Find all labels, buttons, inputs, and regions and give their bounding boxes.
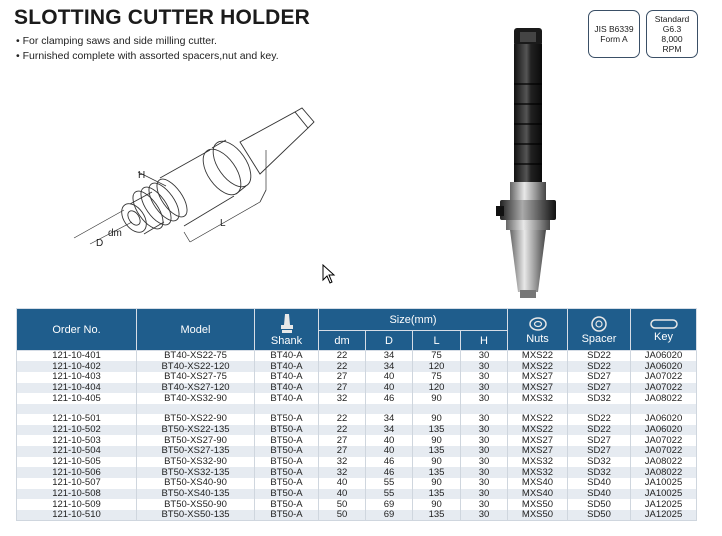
spacer-icon xyxy=(589,315,609,333)
cell-order-no: 121-10-505 xyxy=(17,457,137,468)
cell-model: BT40-XS22-120 xyxy=(137,361,255,372)
cell-nuts xyxy=(508,404,568,414)
dimension-label-d: D xyxy=(96,238,104,249)
header-d: D xyxy=(366,331,413,351)
cell-nuts: MXS27 xyxy=(508,383,568,394)
cell-order-no: 121-10-501 xyxy=(17,414,137,425)
cell-key: JA08022 xyxy=(631,457,697,468)
cell-order-no: 121-10-503 xyxy=(17,435,137,446)
cell-order-no: 121-10-405 xyxy=(17,393,137,404)
cell-dm: 32 xyxy=(319,467,366,478)
cell-key: JA07022 xyxy=(631,372,697,383)
cell-shank: BT40-A xyxy=(255,383,319,394)
cell-d: 55 xyxy=(366,478,413,489)
cell-nuts: MXS40 xyxy=(508,478,568,489)
cell-d: 46 xyxy=(366,457,413,468)
header-h: H xyxy=(461,331,508,351)
table-row xyxy=(17,489,697,500)
table-row xyxy=(17,446,697,457)
cell-model: BT40-XS32-90 xyxy=(137,393,255,404)
cell-d: 69 xyxy=(366,499,413,510)
product-photo xyxy=(470,24,590,304)
badge-line: G6.3 xyxy=(662,24,682,34)
cell-shank: BT50-A xyxy=(255,457,319,468)
cell-dm: 50 xyxy=(319,499,366,510)
cell-l: 75 xyxy=(413,372,461,383)
jis-standard-badge xyxy=(588,10,640,58)
cell-h xyxy=(461,404,508,414)
table-row xyxy=(17,351,697,362)
cell-d: 46 xyxy=(366,393,413,404)
cell-nuts: MXS27 xyxy=(508,435,568,446)
cell-l: 75 xyxy=(413,351,461,362)
cell-spacer: SD27 xyxy=(568,446,631,457)
cell-order-no: 121-10-502 xyxy=(17,425,137,436)
header-l: L xyxy=(413,331,461,351)
cell-shank xyxy=(255,404,319,414)
cell-spacer xyxy=(568,404,631,414)
cell-h: 30 xyxy=(461,446,508,457)
cell-model: BT40-XS22-75 xyxy=(137,351,255,362)
balance-standard-badge xyxy=(646,10,698,58)
header-order-no: Order No. xyxy=(17,309,137,351)
cell-nuts: MXS40 xyxy=(508,489,568,500)
cell-order-no: 121-10-508 xyxy=(17,489,137,500)
cell-key: JA06020 xyxy=(631,414,697,425)
table-row xyxy=(17,393,697,404)
cell-key: JA07022 xyxy=(631,446,697,457)
cell-spacer: SD27 xyxy=(568,435,631,446)
cell-l: 135 xyxy=(413,446,461,457)
cell-nuts: MXS22 xyxy=(508,361,568,372)
cell-key: JA10025 xyxy=(631,489,697,500)
cell-key: JA06020 xyxy=(631,351,697,362)
header-dm: dm xyxy=(319,331,366,351)
cell-h: 30 xyxy=(461,478,508,489)
cell-order-no: 121-10-507 xyxy=(17,478,137,489)
shank-icon xyxy=(278,313,296,335)
feature-item: • For clamping saws and side milling cutter. xyxy=(16,34,279,49)
cell-key: JA07022 xyxy=(631,435,697,446)
table-row xyxy=(17,435,697,446)
feature-item: • Furnished complete with assorted spacers,nut and key. xyxy=(16,49,279,64)
cell-l: 120 xyxy=(413,361,461,372)
cell-model: BT50-XS32-135 xyxy=(137,467,255,478)
dimension-label-l: L xyxy=(220,218,226,229)
cell-h: 30 xyxy=(461,393,508,404)
table-row xyxy=(17,414,697,425)
nut-icon xyxy=(528,315,548,333)
cell-l: 90 xyxy=(413,478,461,489)
badge-line: 8,000 xyxy=(661,34,683,44)
cell-nuts: MXS50 xyxy=(508,499,568,510)
cell-l: 135 xyxy=(413,425,461,436)
cell-order-no: 121-10-403 xyxy=(17,372,137,383)
table-row xyxy=(17,425,697,436)
cell-h: 30 xyxy=(461,372,508,383)
cell-key: JA08022 xyxy=(631,467,697,478)
cell-key: JA07022 xyxy=(631,383,697,394)
cell-key: JA12025 xyxy=(631,499,697,510)
cell-h: 30 xyxy=(461,435,508,446)
cell-dm: 22 xyxy=(319,414,366,425)
cell-shank: BT50-A xyxy=(255,489,319,500)
cell-h: 30 xyxy=(461,425,508,436)
cell-model: BT50-XS22-135 xyxy=(137,425,255,436)
cell-order-no: 121-10-510 xyxy=(17,510,137,521)
cell-model: BT50-XS50-90 xyxy=(137,499,255,510)
cell-key: JA10025 xyxy=(631,478,697,489)
nuts-label: Nuts xyxy=(526,332,549,345)
cell-model xyxy=(137,404,255,414)
badge-line: Form A xyxy=(600,34,628,44)
cell-shank: BT50-A xyxy=(255,435,319,446)
cell-spacer: SD32 xyxy=(568,457,631,468)
badge-line: Standard xyxy=(654,14,690,24)
cell-nuts: MXS22 xyxy=(508,414,568,425)
cell-shank: BT40-A xyxy=(255,372,319,383)
cell-shank: BT40-A xyxy=(255,351,319,362)
cell-l xyxy=(413,404,461,414)
spacer-label: Spacer xyxy=(581,332,617,345)
cell-d: 34 xyxy=(366,414,413,425)
cell-order-no xyxy=(17,404,137,414)
cell-h: 30 xyxy=(461,383,508,394)
cell-order-no: 121-10-509 xyxy=(17,499,137,510)
dimension-label-h: H xyxy=(138,170,146,181)
cell-shank: BT50-A xyxy=(255,499,319,510)
cell-d: 34 xyxy=(366,425,413,436)
cell-l: 135 xyxy=(413,510,461,521)
cell-key: JA08022 xyxy=(631,393,697,404)
cell-spacer: SD40 xyxy=(568,478,631,489)
cell-spacer: SD32 xyxy=(568,393,631,404)
cell-spacer: SD50 xyxy=(568,499,631,510)
cell-spacer: SD22 xyxy=(568,414,631,425)
cell-d: 34 xyxy=(366,361,413,372)
cell-nuts: MXS32 xyxy=(508,393,568,404)
cell-h: 30 xyxy=(461,499,508,510)
cell-h: 30 xyxy=(461,457,508,468)
cell-d: 34 xyxy=(366,351,413,362)
cell-l: 90 xyxy=(413,499,461,510)
badge-line: JIS B6339 xyxy=(594,24,634,34)
cell-dm: 27 xyxy=(319,372,366,383)
header-key xyxy=(631,309,697,351)
table-row xyxy=(17,467,697,478)
cell-shank: BT40-A xyxy=(255,361,319,372)
cell-key: JA12025 xyxy=(631,510,697,521)
dimension-label-dm: dm xyxy=(108,228,122,239)
cell-h: 30 xyxy=(461,414,508,425)
table-row xyxy=(17,457,697,468)
cell-dm: 22 xyxy=(319,351,366,362)
cell-spacer: SD22 xyxy=(568,361,631,372)
cell-d: 55 xyxy=(366,489,413,500)
cell-spacer: SD27 xyxy=(568,383,631,394)
cell-d: 69 xyxy=(366,510,413,521)
cell-nuts: MXS22 xyxy=(508,425,568,436)
spec-table-container xyxy=(16,308,696,521)
cell-spacer: SD22 xyxy=(568,425,631,436)
cell-spacer: SD40 xyxy=(568,489,631,500)
spec-table xyxy=(16,308,697,521)
table-row xyxy=(17,499,697,510)
table-row xyxy=(17,404,697,414)
cell-model: BT50-XS40-90 xyxy=(137,478,255,489)
cell-shank: BT50-A xyxy=(255,467,319,478)
cell-dm: 22 xyxy=(319,361,366,372)
cell-dm: 32 xyxy=(319,457,366,468)
cell-spacer: SD22 xyxy=(568,351,631,362)
cell-dm: 27 xyxy=(319,446,366,457)
cell-dm: 32 xyxy=(319,393,366,404)
technical-drawing xyxy=(60,90,360,270)
key-icon xyxy=(649,317,679,331)
cell-shank: BT50-A xyxy=(255,414,319,425)
cell-order-no: 121-10-504 xyxy=(17,446,137,457)
cell-model: BT50-XS27-90 xyxy=(137,435,255,446)
cell-d: 40 xyxy=(366,435,413,446)
cell-key: JA06020 xyxy=(631,425,697,436)
cell-nuts: MXS32 xyxy=(508,467,568,478)
cell-h: 30 xyxy=(461,361,508,372)
cell-shank: BT50-A xyxy=(255,478,319,489)
badge-line: RPM xyxy=(662,44,682,54)
cell-d: 40 xyxy=(366,383,413,394)
cell-l: 90 xyxy=(413,414,461,425)
table-row xyxy=(17,383,697,394)
cell-shank: BT50-A xyxy=(255,510,319,521)
cell-spacer: SD50 xyxy=(568,510,631,521)
cell-shank: BT50-A xyxy=(255,425,319,436)
cell-spacer: SD32 xyxy=(568,467,631,478)
cell-dm xyxy=(319,404,366,414)
table-row xyxy=(17,361,697,372)
cell-dm: 22 xyxy=(319,425,366,436)
cell-model: BT40-XS27-120 xyxy=(137,383,255,394)
cell-l: 90 xyxy=(413,393,461,404)
cell-order-no: 121-10-401 xyxy=(17,351,137,362)
header-model: Model xyxy=(137,309,255,351)
cell-h: 30 xyxy=(461,467,508,478)
cell-l: 120 xyxy=(413,383,461,394)
shank-label: Shank xyxy=(270,334,303,347)
cell-model: BT50-XS22-90 xyxy=(137,414,255,425)
page-title: SLOTTING CUTTER HOLDER xyxy=(14,6,311,29)
cell-model: BT50-XS27-135 xyxy=(137,446,255,457)
header-nuts xyxy=(508,309,568,351)
cell-nuts: MXS50 xyxy=(508,510,568,521)
cell-key: JA06020 xyxy=(631,361,697,372)
cell-order-no: 121-10-506 xyxy=(17,467,137,478)
cell-l: 135 xyxy=(413,467,461,478)
cell-nuts: MXS27 xyxy=(508,446,568,457)
table-row xyxy=(17,372,697,383)
cell-dm: 50 xyxy=(319,510,366,521)
cell-shank: BT40-A xyxy=(255,393,319,404)
cell-order-no: 121-10-402 xyxy=(17,361,137,372)
cell-h: 30 xyxy=(461,351,508,362)
feature-list xyxy=(16,34,279,64)
cell-dm: 27 xyxy=(319,383,366,394)
cell-nuts: MXS32 xyxy=(508,457,568,468)
cell-h: 30 xyxy=(461,510,508,521)
cell-spacer: SD27 xyxy=(568,372,631,383)
header-shank xyxy=(255,309,319,351)
cell-l: 90 xyxy=(413,435,461,446)
cell-d: 40 xyxy=(366,446,413,457)
cell-l: 90 xyxy=(413,457,461,468)
cell-order-no: 121-10-404 xyxy=(17,383,137,394)
cell-model: BT40-XS27-75 xyxy=(137,372,255,383)
cell-nuts: MXS22 xyxy=(508,351,568,362)
cell-dm: 27 xyxy=(319,435,366,446)
header-size: Size(mm) xyxy=(319,309,508,331)
header-spacer xyxy=(568,309,631,351)
table-row xyxy=(17,478,697,489)
cell-model: BT50-XS32-90 xyxy=(137,457,255,468)
cell-model: BT50-XS40-135 xyxy=(137,489,255,500)
spec-table-body xyxy=(17,351,697,521)
cell-l: 135 xyxy=(413,489,461,500)
cell-model: BT50-XS50-135 xyxy=(137,510,255,521)
cell-d: 46 xyxy=(366,467,413,478)
table-row xyxy=(17,510,697,521)
mouse-cursor-icon xyxy=(322,264,336,284)
cell-shank: BT50-A xyxy=(255,446,319,457)
key-label: Key xyxy=(654,330,673,343)
cell-dm: 40 xyxy=(319,489,366,500)
cell-dm: 40 xyxy=(319,478,366,489)
cell-d: 40 xyxy=(366,372,413,383)
cell-h: 30 xyxy=(461,489,508,500)
cell-key xyxy=(631,404,697,414)
cell-nuts: MXS27 xyxy=(508,372,568,383)
cell-d xyxy=(366,404,413,414)
